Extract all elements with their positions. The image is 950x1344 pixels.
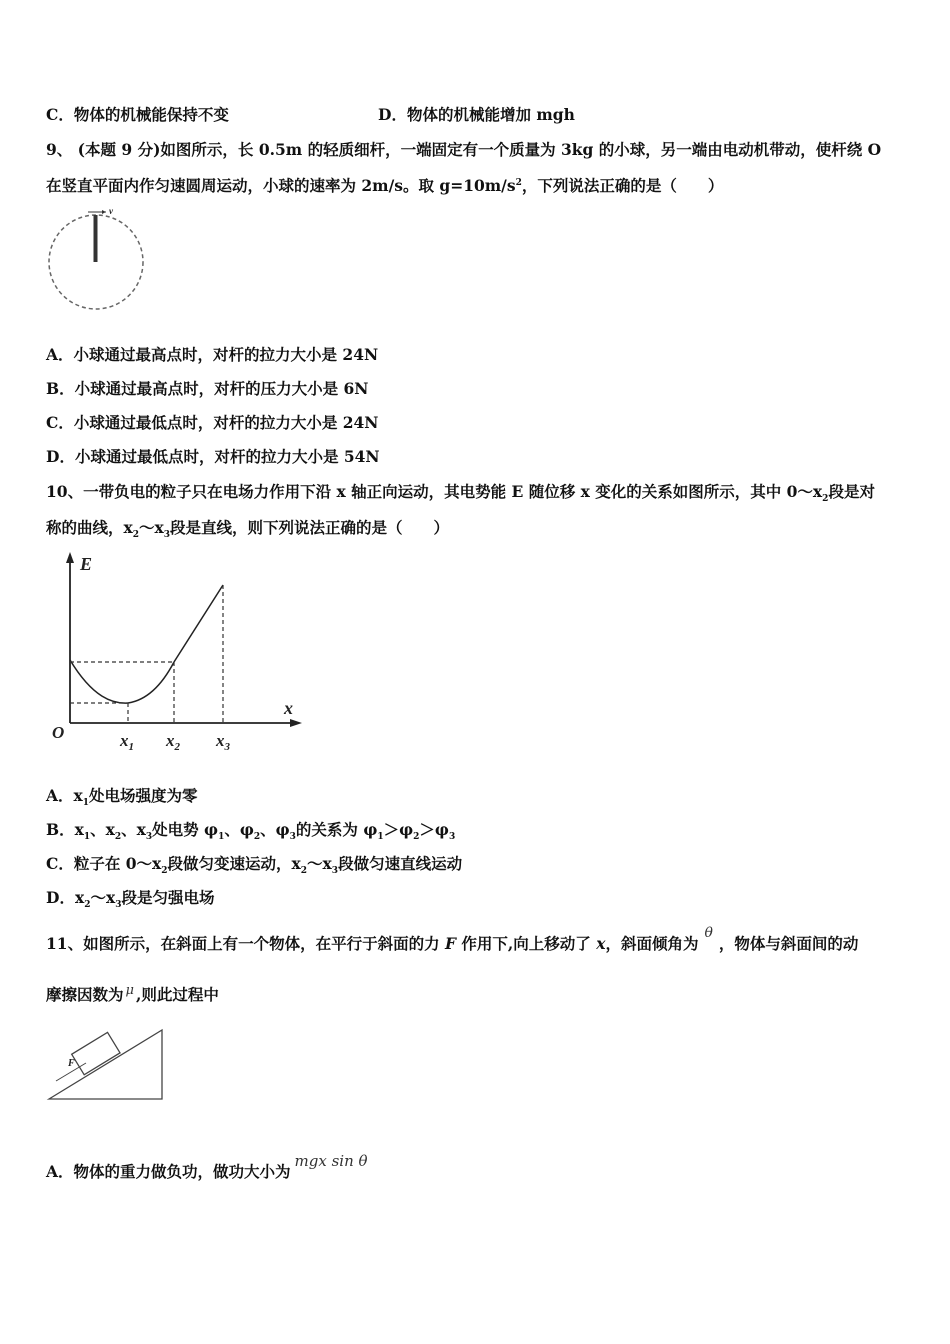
q10-y-axis-arrow <box>66 552 74 563</box>
q9-rod <box>94 215 98 262</box>
q11-block <box>72 1032 120 1074</box>
q10-x-axis-arrow <box>290 719 302 727</box>
q10-tick-x1: $x_1$ <box>120 731 134 753</box>
q10-energy-graph <box>48 548 318 758</box>
q9-stem-line2: 在竖直平面内作匀速圆周运动，小球的速率为 2m/s。取 $g=10m/s^2$，下列说法正确的是（ ） <box>46 176 724 195</box>
q10-stem-line2: 称的曲线，$x_2\sim x_3$段是直线，则下列说法正确的是（ ） <box>46 518 450 541</box>
q10-option-a: A．$x_1$处电场强度为零 <box>46 786 198 809</box>
q10-stem-line1: 10、一带负电的粒子只在电场力作用下沿 x 轴正向运动，其电势能 E 随位移 x 变化的关系如图所示，其中 $0\sim x_2$段是对 <box>46 482 875 505</box>
q10-option-d: D．$x_2\sim x_3$段是匀强电场 <box>46 888 215 911</box>
q9-velocity-arrowhead <box>102 210 106 214</box>
q10-option-c: C．粒子在 $0\sim x_2$段做匀变速运动，$x_2\sim x_3$段做匀速直线运动 <box>46 854 463 877</box>
q11-stem-line1: 11、如图所示，在斜面上有一个物体，在平行于斜面的力 F 作用下,向上移动了 x，斜面倾角为θ，物体与斜面间的动 <box>46 925 859 953</box>
q9-stem-line1: 9、 (本题 9 分)如图所示，长 0.5m 的轻质细杆，一端固定有一个质量为 3kg 的小球，另一端由电动机带动，使杆绕 O <box>46 140 882 159</box>
q11-option-a: A．物体的重力做负功，做功大小为mgx sin θ <box>46 1152 368 1181</box>
q9-option-d: D．小球通过最低点时，对杆的拉力大小是 54N <box>46 447 380 466</box>
q11-force-label: F <box>68 1058 75 1069</box>
q9-option-a: A．小球通过最高点时，对杆的拉力大小是 24N <box>46 345 379 364</box>
q10-tick-x3: $x_3$ <box>216 731 230 753</box>
q8-option-d: D．物体的机械能增加 mgh <box>378 105 575 124</box>
q9-option-b: B．小球通过最高点时，对杆的压力大小是 6N <box>46 379 369 398</box>
q10-tick-x2: $x_2$ <box>166 731 180 753</box>
q11-stem-line2: 摩擦因数为 $^\mu$ ,则此过程中 <box>46 983 219 1004</box>
q9-option-c: C．小球通过最低点时，对杆的拉力大小是 24N <box>46 413 379 432</box>
q10-energy-line <box>174 585 223 662</box>
q10-label-E: E <box>80 554 93 574</box>
q10-label-origin: O <box>52 723 65 742</box>
q10-label-x-axis: x <box>284 698 293 718</box>
q11-incline-figure <box>46 1026 176 1106</box>
q9-circle-figure <box>46 204 146 314</box>
q9-velocity-label: v <box>109 206 113 216</box>
q10-option-b: B．$x_1$、$x_2$、$x_3$处电势 $\varphi_1$、$\varphi_2$、$\varphi_3$的关系为 $\varphi_1>\varphi_2>\varphi_3$ <box>46 820 456 843</box>
q8-option-c: C．物体的机械能保持不变 <box>46 105 229 124</box>
q10-energy-curve <box>70 660 174 703</box>
